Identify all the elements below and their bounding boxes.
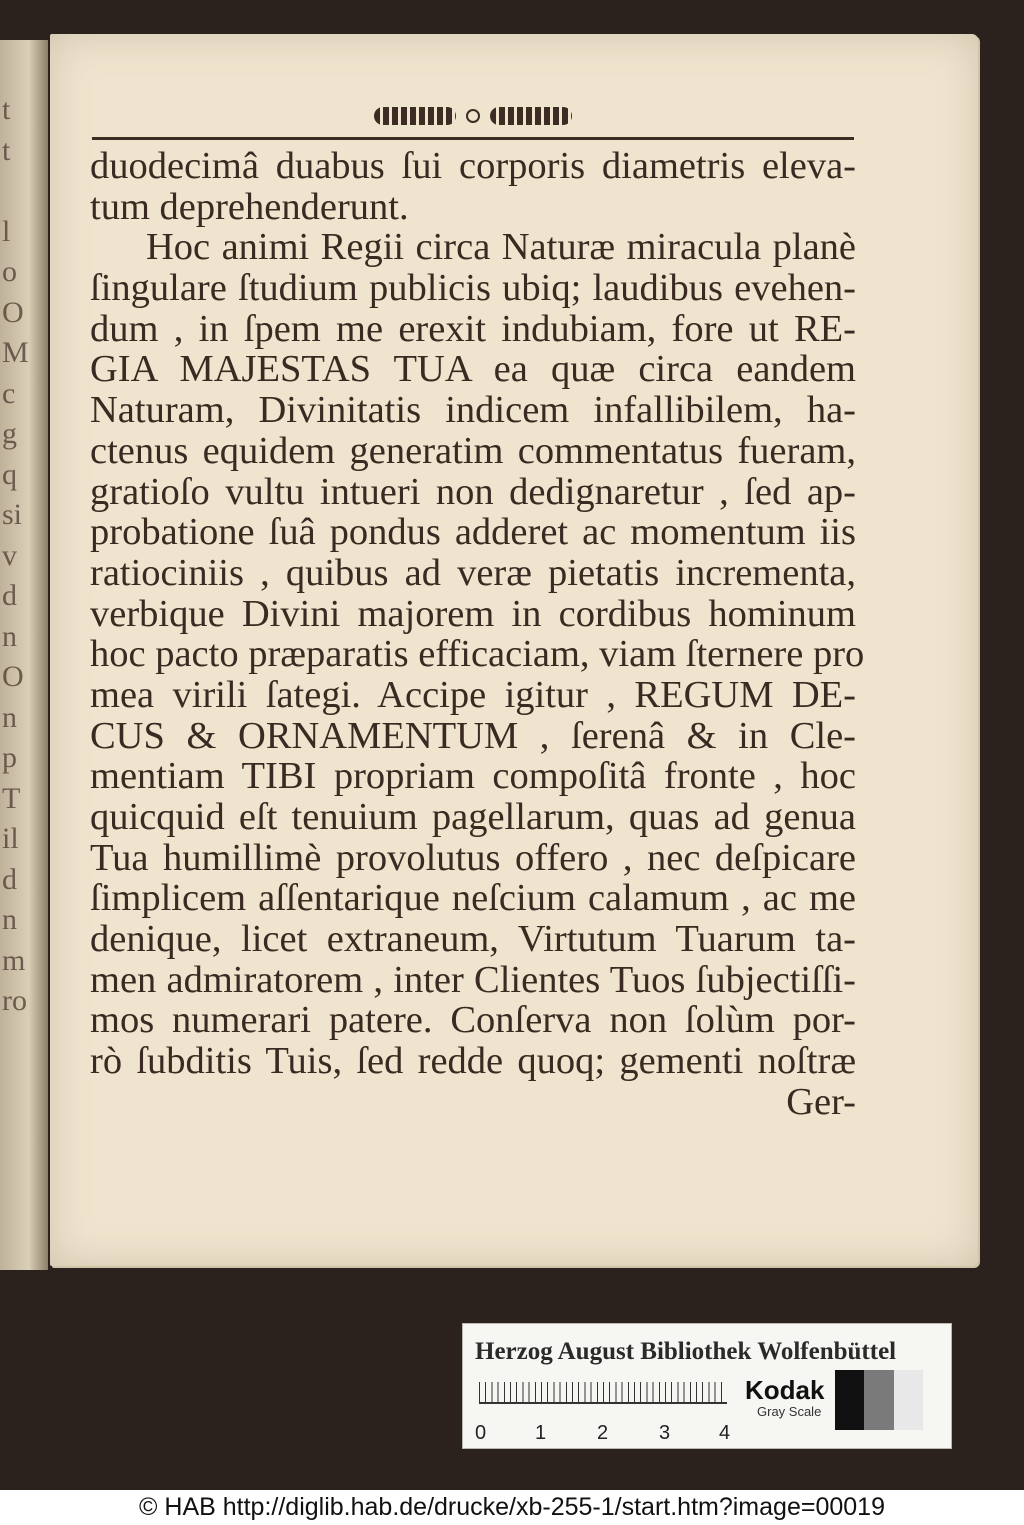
margin-letter: g [2, 417, 17, 450]
ruler-number: 0 [475, 1422, 487, 1444]
text-line: ſimplicem aſſentarique neſcium calamum , ac me [90, 877, 856, 920]
header-rule [92, 137, 854, 140]
margin-letter: v [2, 538, 17, 572]
margin-letter: o [2, 255, 17, 288]
margin-letter: t [2, 133, 11, 167]
text-line: ctenus equidem generatim commentatus fueram, [90, 429, 856, 472]
text-line: denique, licet extraneum, Virtutum Tuarum ta- [90, 918, 856, 961]
copyright-footer: © HAB http://diglib.hab.de/drucke/xb-255-1/start.htm?image=00019 [0, 1490, 1024, 1525]
text-line: GIA MAJESTAS TUA ea quæ circa eandem [90, 348, 856, 391]
margin-letter: c [2, 376, 16, 410]
color-calibration-target [462, 1323, 952, 1449]
text-line: mea virili ſategi. Accipe igitur , REGUM DE- [90, 673, 856, 716]
kodak-brand: Kodak [745, 1375, 825, 1405]
margin-letter: T [2, 781, 21, 815]
ornament-center [466, 109, 480, 123]
margin-letter: q [2, 457, 17, 491]
ruler-number: 4 [719, 1422, 731, 1444]
text-line: CUS & ORNAMENTUM , ſerenâ & in Cle- [90, 714, 856, 757]
page-text [90, 145, 865, 1123]
margin-letter: l [2, 214, 11, 248]
text-line: Hoc animi Regii circa Naturæ miracula planè [146, 226, 856, 269]
text-line: tum deprehenderunt. [90, 185, 409, 228]
gray-patch [864, 1370, 893, 1430]
margin-letter: d [2, 862, 17, 896]
text-line: gratioſo vultu intueri non dedignaretur , ſed ap- [90, 470, 856, 513]
gray-patch [835, 1370, 864, 1430]
text-line: probatione ſuâ pondus adderet ac momentum iis [90, 511, 856, 554]
ruler-number: 3 [659, 1422, 671, 1444]
margin-letter: il [2, 822, 19, 855]
scale-ruler [475, 1382, 731, 1444]
text-line: ratiociniis , quibus ad veræ pietatis incrementa, [90, 551, 856, 594]
gray-patch [894, 1370, 923, 1430]
text-line: duodecimâ duabus ſui corporis diametris eleva- [90, 145, 856, 187]
margin-letter: m [2, 943, 26, 977]
ruler-number: 2 [597, 1422, 609, 1444]
margin-letter: si [2, 498, 23, 531]
margin-letter: O [2, 660, 24, 693]
gray-scale-patches [835, 1370, 923, 1430]
text-line: hoc pacto præparatis efficaciam, viam ſternere pro [90, 633, 865, 676]
text-line: men admiratorem , inter Clientes Tuos ſubjectiſſi- [90, 958, 856, 1001]
previous-page-letters [2, 90, 42, 1022]
text-line: mentiam TIBI propriam compoſitâ fronte , hoc [90, 755, 856, 798]
ruler-number: 1 [535, 1422, 547, 1444]
kodak-subtitle: Gray Scale [757, 1404, 822, 1419]
library-label: Herzog August Bibliothek Wolfenbüttel [475, 1338, 897, 1365]
margin-letter: d [2, 579, 17, 612]
ruler-ticks [479, 1382, 727, 1404]
margin-letter: t [2, 93, 11, 126]
text-line: Tua humillimè provolutus offero , nec deſpicare [90, 836, 856, 879]
margin-letter [2, 171, 42, 212]
margin-letter: p [2, 741, 17, 774]
header-ornament-icon [368, 96, 578, 136]
text-line: quicquid eſt tenuium pagellarum, quas ad genua [90, 796, 856, 838]
ornament-left [374, 107, 456, 125]
text-line: ſingulare ſtudium publicis ubiq; laudibus evehen- [90, 267, 856, 310]
ornament-right [490, 107, 572, 125]
text-line: dum , in ſpem me erexit indubiam, fore ut RE- [90, 307, 856, 350]
catchword: Ger- [786, 1080, 856, 1123]
previous-page-edge [0, 40, 48, 1270]
margin-letter: M [2, 336, 29, 369]
text-line: verbique Divini majorem in cordibus hominum [90, 592, 856, 635]
margin-letter: ro [2, 984, 27, 1017]
margin-letter: O [2, 295, 24, 329]
margin-letter: n [2, 903, 17, 936]
text-line: mos numerari patere. Conſerva non ſolùm por- [90, 999, 856, 1042]
text-line: Naturam, Divinitatis indicem infallibilem, ha- [90, 389, 856, 432]
text-line: rò ſubditis Tuis, ſed redde quoq; gementi noſtræ [90, 1040, 856, 1083]
margin-letter: n [2, 619, 17, 653]
margin-letter: n [2, 700, 17, 734]
